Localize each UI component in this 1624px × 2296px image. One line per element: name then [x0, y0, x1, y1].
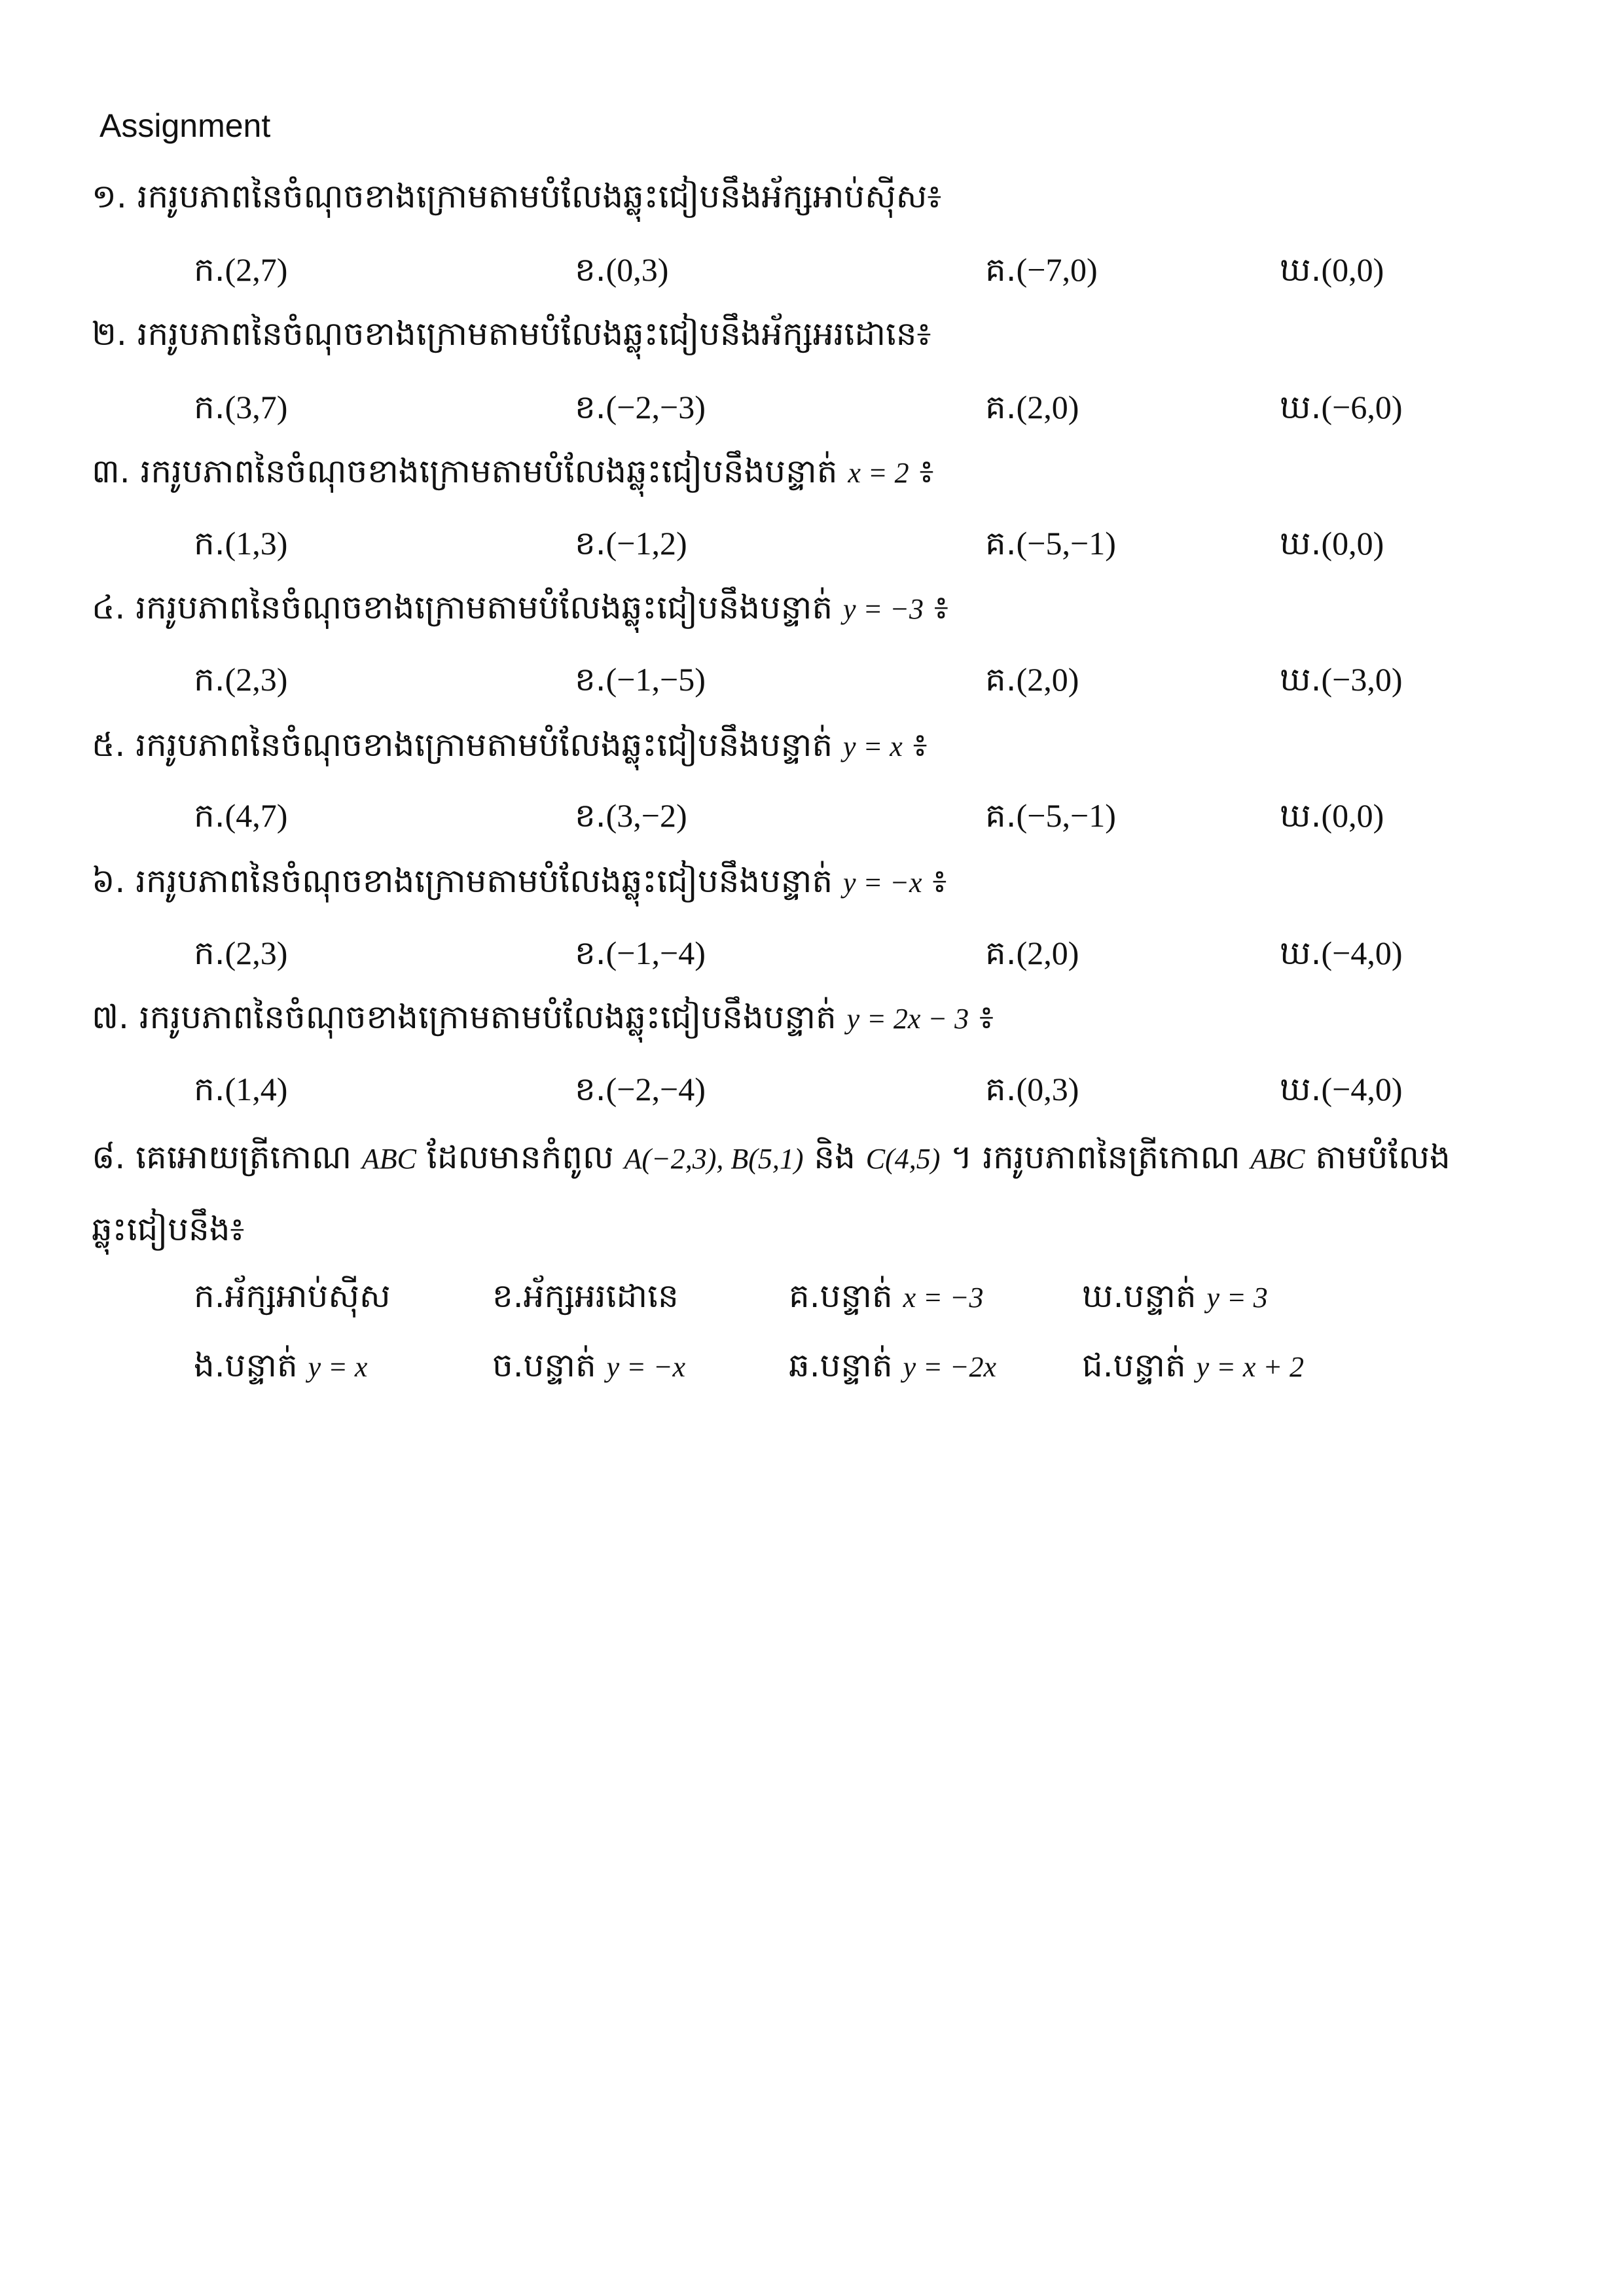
q8-option-e: ង.បន្ទាត់ y = x [194, 1346, 368, 1384]
question-text: ២. រករូបភាពនៃចំណុចខាងក្រោមតាមបំលែងឆ្លុះជៀបនឹងអ័ក្សអរដោនេ៖ [92, 315, 931, 353]
option-d: ឃ.(−6,0) [1280, 388, 1403, 426]
question-4: ៤. រករូបភាពនៃចំណុចខាងក្រោមតាមបំលែងឆ្លុះជៀបនឹងបន្ទាត់ y = −3 ៖ [92, 588, 948, 626]
question-text: ១. រករូបភាពនៃចំណុចខាងក្រោមតាមបំលែងឆ្លុះជៀបនឹងអ័ក្សអាប់ស៊ីស៖ [92, 177, 942, 215]
question-text: ៦. រករូបភាពនៃចំណុចខាងក្រោមតាមបំលែងឆ្លុះជៀបនឹងបន្ទាត់ [92, 862, 844, 900]
option-b: ខ.(0,3) [575, 251, 669, 289]
question-2 [92, 314, 931, 353]
option-a: ក.(2,3) [194, 660, 288, 698]
question-3: ៣. រករូបភាពនៃចំណុចខាងក្រោមតាមបំលែងឆ្លុះជៀបនឹងបន្ទាត់ x = 2 ៖ [92, 452, 934, 490]
q8-option-f: ច.បន្ទាត់ y = −x [492, 1346, 686, 1384]
vertex-c: C(4,5) [865, 1143, 941, 1175]
page-title: Assignment [99, 107, 271, 144]
option-b: ខ.(−2,−4) [575, 1070, 706, 1108]
options-row-5 [0, 796, 1624, 848]
question-7: ៧. រករូបភាពនៃចំណុចខាងក្រោមតាមបំលែងឆ្លុះជៀបនឹងបន្ទាត់ y = 2x − 3 ៖ [92, 998, 994, 1036]
q8-option-b: ខ.អ័ក្សអរដោនេ [492, 1277, 679, 1315]
question-text: ៤. រករូបភាពនៃចំណុចខាងក្រោមតាមបំលែងឆ្លុះជៀបនឹងបន្ទាត់ [92, 588, 844, 626]
option-c: គ.(2,0) [985, 934, 1079, 972]
question-8-line-2: ឆ្លុះជៀបនឹង៖ [92, 1210, 245, 1248]
options-row-1 [0, 250, 1624, 302]
question-text: ៣. រករូបភាពនៃចំណុចខាងក្រោមតាមបំលែងឆ្លុះជៀបនឹងបន្ទាត់ [92, 452, 848, 490]
option-a: ក.(1,3) [194, 524, 288, 562]
q8-option-g: ឆ.បន្ទាត់ y = −2x [789, 1346, 997, 1384]
vertices-ab: A(−2,3), B(5,1) [624, 1143, 804, 1175]
line-equation: y = −x [843, 867, 922, 899]
q8-option-a: ក.អ័ក្សអាប់ស៊ីស [194, 1277, 391, 1315]
option-c: គ.(−7,0) [985, 251, 1098, 289]
question-6: ៦. រករូបភាពនៃចំណុចខាងក្រោមតាមបំលែងឆ្លុះជៀបនឹងបន្ទាត់ y = −x ៖ [92, 862, 947, 900]
option-b: ខ.(−1,−4) [575, 934, 706, 972]
triangle-name: ABC [361, 1143, 417, 1175]
option-b: ខ.(−1,2) [575, 524, 687, 562]
line-equation: x = 2 [848, 457, 909, 489]
option-c: គ.(2,0) [985, 388, 1079, 426]
question-1 [92, 177, 941, 216]
option-a: ក.(2,7) [194, 251, 288, 289]
question-text: ៧. រករូបភាពនៃចំណុចខាងក្រោមតាមបំលែងឆ្លុះជៀបនឹងបន្ទាត់ [92, 998, 847, 1036]
q8-option-d: ឃ.បន្ទាត់ y = 3 [1082, 1277, 1268, 1315]
options-row-4 [0, 660, 1624, 712]
option-c: គ.(−5,−1) [985, 797, 1116, 834]
option-b: ខ.(−2,−3) [575, 388, 706, 426]
options-row-3 [0, 524, 1624, 576]
option-a: ក.(1,4) [194, 1070, 288, 1108]
q8-option-c: គ.បន្ទាត់ x = −3 [789, 1277, 984, 1315]
options-row-6 [0, 933, 1624, 986]
q8-option-h: ជ.បន្ទាត់ y = x + 2 [1082, 1346, 1305, 1384]
line-equation: y = 2x − 3 [846, 1003, 969, 1035]
line-equation: y = −3 [843, 593, 924, 625]
question-text: ៥. រករូបភាពនៃចំណុចខាងក្រោមតាមបំលែងឆ្លុះជៀបនឹងបន្ទាត់ [92, 726, 844, 764]
options-row-2 [0, 387, 1624, 440]
option-b: ខ.(3,−2) [575, 797, 687, 834]
option-a: ក.(4,7) [194, 797, 288, 834]
option-d: ឃ.(0,0) [1280, 251, 1384, 289]
question-5: ៥. រករូបភាពនៃចំណុចខាងក្រោមតាមបំលែងឆ្លុះជៀបនឹងបន្ទាត់ y = x ៖ [92, 726, 928, 764]
option-d: ឃ.(−3,0) [1280, 660, 1403, 698]
options-row-7 [0, 1069, 1624, 1122]
option-d: ឃ.(−4,0) [1280, 934, 1403, 972]
triangle-name: ABC [1250, 1143, 1305, 1175]
q8-options-row-2 [0, 1346, 1624, 1398]
option-b: ខ.(−1,−5) [575, 660, 706, 698]
option-d: ឃ.(−4,0) [1280, 1070, 1403, 1108]
option-c: គ.(0,3) [985, 1070, 1079, 1108]
line-equation: y = x [843, 730, 903, 762]
option-a: ក.(2,3) [194, 934, 288, 972]
q8-options-row-1 [0, 1276, 1624, 1329]
option-c: គ.(2,0) [985, 660, 1079, 698]
option-c: គ.(−5,−1) [985, 524, 1116, 562]
option-a: ក.(3,7) [194, 388, 288, 426]
question-8: ៨. គេអោយត្រីកោណ ABC ដែលមានកំពូល A(−2,3), B(5,1) និង C(4,5) ។ រករូបភាពនៃត្រីកោណ ABC តាមបំលែង [92, 1138, 1451, 1176]
option-d: ឃ.(0,0) [1280, 797, 1384, 834]
option-d: ឃ.(0,0) [1280, 524, 1384, 562]
